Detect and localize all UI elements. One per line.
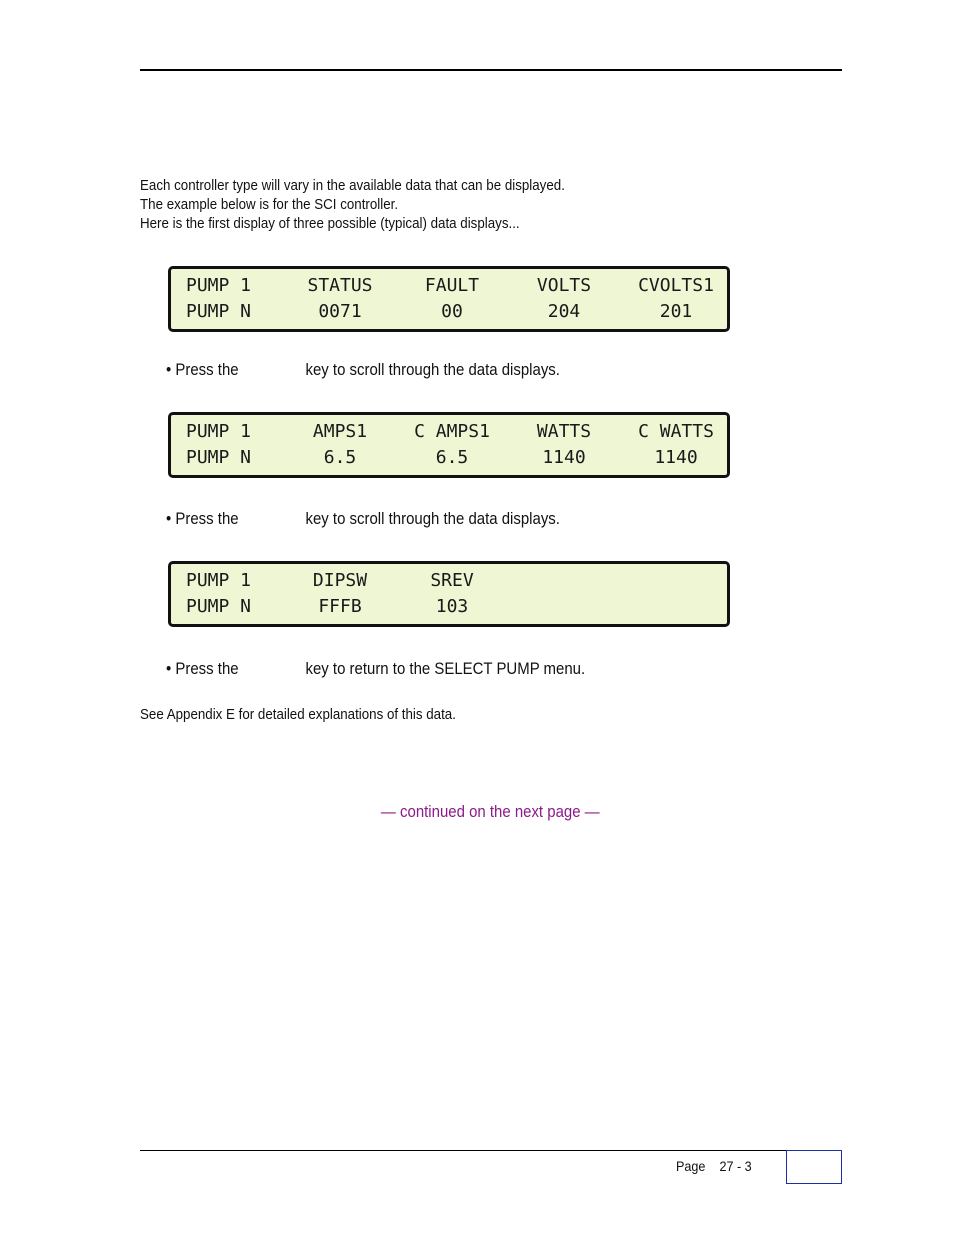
lcd-cell: 204 bbox=[547, 301, 581, 322]
lcd-cell: C AMPS1 bbox=[414, 421, 490, 442]
lcd-cell: 6.5 bbox=[435, 447, 469, 468]
instruction-suffix: key to scroll through the data displays. bbox=[305, 509, 560, 528]
intro-line: Each controller type will vary in the available data that can be displayed. bbox=[140, 178, 565, 194]
lcd-cell: FAULT bbox=[424, 275, 480, 296]
lcd-cell: PUMP N bbox=[186, 447, 252, 468]
lcd-cell: VOLTS bbox=[536, 275, 592, 296]
continued-notice bbox=[0, 802, 954, 822]
header-rule bbox=[140, 69, 842, 71]
lcd-cell: AMPS1 bbox=[312, 421, 368, 442]
lcd-cell: PUMP N bbox=[186, 301, 252, 322]
lcd-cell: 0071 bbox=[318, 301, 362, 322]
lcd-cell: 201 bbox=[659, 301, 693, 322]
instruction-prefix: • Press the bbox=[166, 659, 239, 678]
page-label: Page bbox=[676, 1158, 706, 1174]
lcd-cell: STATUS bbox=[307, 275, 373, 296]
lcd-cell: WATTS bbox=[536, 421, 592, 442]
intro-line: The example below is for the SCI controller. bbox=[140, 197, 399, 213]
instruction-2 bbox=[166, 509, 560, 529]
lcd-display-3 bbox=[168, 561, 730, 627]
lcd-cell: SREV bbox=[430, 570, 474, 591]
page-number: 27 - 3 bbox=[719, 1158, 752, 1174]
lcd-cell: FFFB bbox=[318, 596, 362, 617]
lcd-cell: DIPSW bbox=[312, 570, 368, 591]
lcd-display-2 bbox=[168, 412, 730, 478]
instruction-prefix: • Press the bbox=[166, 360, 239, 379]
instruction-3 bbox=[166, 659, 585, 679]
lcd-cell: C WATTS bbox=[638, 421, 714, 442]
lcd-cell: 00 bbox=[441, 301, 463, 322]
continued-text: — continued on the next page — bbox=[380, 802, 600, 821]
lcd-cell: 6.5 bbox=[323, 447, 357, 468]
page-footer bbox=[676, 1158, 752, 1174]
lcd-cell: PUMP 1 bbox=[186, 570, 252, 591]
intro-line: Here is the first display of three possible (typical) data displays... bbox=[140, 216, 520, 232]
lcd-cell: PUMP N bbox=[186, 596, 252, 617]
intro-paragraph bbox=[140, 177, 565, 234]
lcd-cell: 103 bbox=[435, 596, 469, 617]
instruction-prefix: • Press the bbox=[166, 509, 239, 528]
lcd-cell: CVOLTS1 bbox=[638, 275, 714, 296]
lcd-display-1 bbox=[168, 266, 730, 332]
lcd-cell: PUMP 1 bbox=[186, 421, 252, 442]
instruction-suffix: key to return to the SELECT PUMP menu. bbox=[305, 659, 586, 678]
appendix-note: See Appendix E for detailed explanations of this data. bbox=[140, 707, 456, 723]
page-box bbox=[786, 1150, 842, 1184]
footer-rule bbox=[140, 1150, 842, 1151]
instruction-suffix: key to scroll through the data displays. bbox=[305, 360, 560, 379]
lcd-cell: 1140 bbox=[542, 447, 586, 468]
lcd-cell: 1140 bbox=[654, 447, 698, 468]
instruction-1 bbox=[166, 360, 560, 380]
lcd-cell: PUMP 1 bbox=[186, 275, 252, 296]
